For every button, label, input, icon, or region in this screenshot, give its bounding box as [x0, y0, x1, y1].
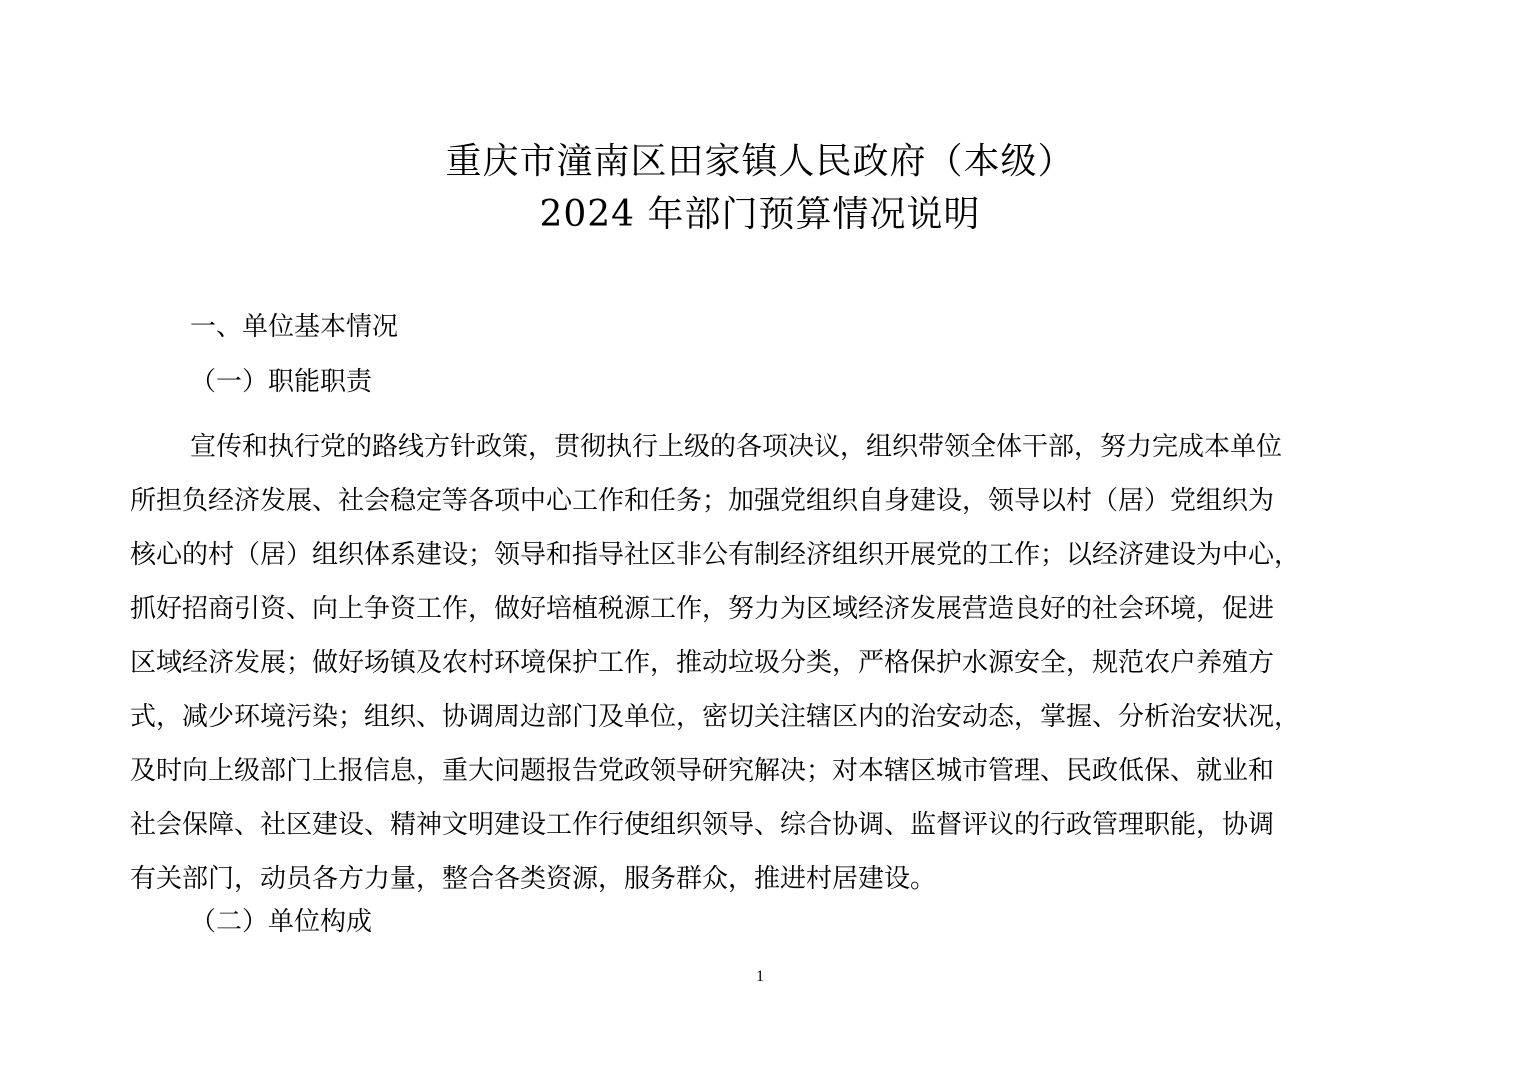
paragraph-line: 社会保障、社区建设、精神文明建设工作行使组织领导、综合协调、监督评议的行政管理职能，协调: [130, 810, 1275, 840]
paragraph-line: 抓好招商引资、向上争资工作，做好培植税源工作，努力为区域经济发展营造良好的社会环境，促进: [130, 594, 1275, 624]
document-title-line1: 重庆市潼南区田家镇人民政府（本级）: [445, 141, 1075, 182]
section-heading-basic-info: 一、单位基本情况: [190, 312, 399, 342]
paragraph-line: 有关部门，动员各方力量，整合各类资源，服务群众，推进村居建设。: [130, 864, 937, 894]
paragraph-line: 所担负经济发展、社会稳定等各项中心工作和任务；加强党组织自身建设，领导以村（居）党组织为: [130, 486, 1275, 516]
paragraph-line: 式，减少环境污染；组织、协调周边部门及单位，密切关注辖区内的治安动态，掌握、分析治安状况，: [130, 702, 1301, 732]
paragraph-line: 宣传和执行党的路线方针政策，贯彻执行上级的各项决议，组织带领全体干部，努力完成本单位: [190, 432, 1283, 462]
subsection-heading-duties: （一）职能职责: [190, 367, 373, 397]
paragraph-line: 及时向上级部门上报信息，重大问题报告党政领导研究解决；对本辖区城市管理、民政低保、就业和: [130, 756, 1275, 786]
paragraph-line: 区域经济发展；做好场镇及农村环境保护工作，推动垃圾分类，严格保护水源安全，规范农户养殖方: [130, 648, 1275, 678]
document-title-line2: 2024 年部门预算情况说明: [539, 194, 981, 235]
paragraph-line: 核心的村（居）组织体系建设；领导和指导社区非公有制经济组织开展党的工作；以经济建设为中心，: [130, 540, 1301, 570]
page-number: 1: [756, 968, 764, 985]
duties-paragraph: [130, 420, 1410, 906]
subsection-heading-composition: （二）单位构成: [190, 907, 373, 937]
